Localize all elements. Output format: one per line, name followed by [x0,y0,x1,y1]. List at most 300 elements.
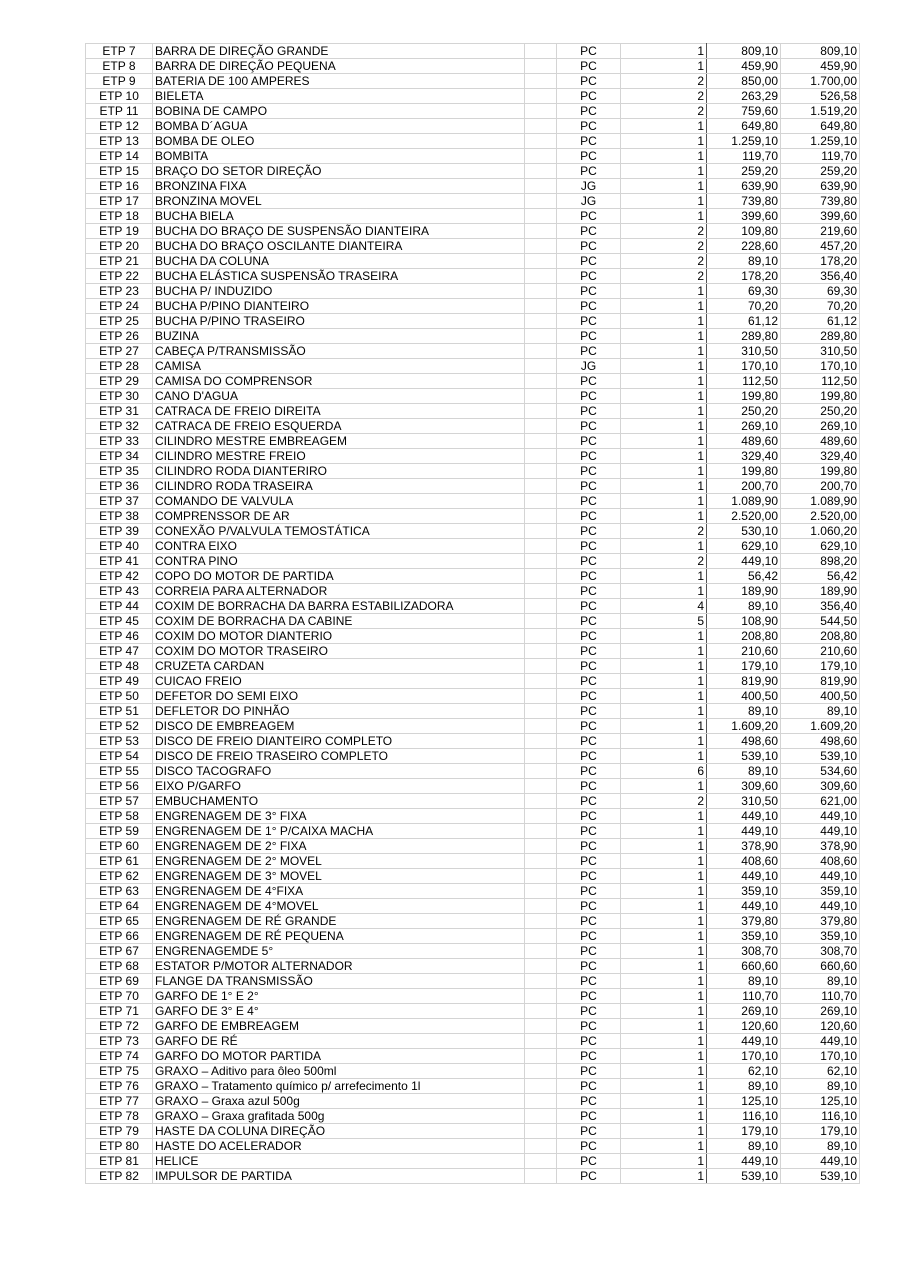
table-row [86,89,860,104]
item-unit-price: 850,00 [707,74,781,89]
item-total-price: 359,10 [781,884,860,899]
item-unit-price: 539,10 [707,1169,781,1184]
table-row [86,929,860,944]
item-description: GARFO DE 3° E 4° [153,1004,525,1019]
item-unit-price: 179,10 [707,1124,781,1139]
item-unit: PC [557,959,621,974]
empty-cell [525,164,557,179]
item-quantity: 4 [621,599,707,614]
item-code: ETP 37 [86,494,153,509]
item-description: GARFO DE 1° E 2° [153,989,525,1004]
item-description: BIELETA [153,89,525,104]
empty-cell [525,884,557,899]
item-unit: PC [557,1154,621,1169]
item-code: ETP 30 [86,389,153,404]
item-unit: PC [557,239,621,254]
item-unit-price: 89,10 [707,254,781,269]
item-total-price: 110,70 [781,989,860,1004]
item-code: ETP 46 [86,629,153,644]
empty-cell [525,614,557,629]
item-description: DISCO DE FREIO TRASEIRO COMPLETO [153,749,525,764]
empty-cell [525,1139,557,1154]
item-total-price: 179,10 [781,1124,860,1139]
item-unit-price: 449,10 [707,1034,781,1049]
item-unit: PC [557,434,621,449]
item-quantity: 1 [621,284,707,299]
empty-cell [525,119,557,134]
item-total-price: 120,60 [781,1019,860,1034]
item-unit-price: 449,10 [707,1154,781,1169]
empty-cell [525,929,557,944]
item-unit-price: 119,70 [707,149,781,164]
item-unit-price: 120,60 [707,1019,781,1034]
table-row [86,914,860,929]
item-code: ETP 66 [86,929,153,944]
item-quantity: 1 [621,434,707,449]
item-code: ETP 7 [86,44,153,59]
item-total-price: 449,10 [781,1154,860,1169]
item-description: BUCHA BIELA [153,209,525,224]
item-description: CATRACA DE FREIO ESQUERDA [153,419,525,434]
empty-cell [525,89,557,104]
item-quantity: 1 [621,1139,707,1154]
item-unit-price: 112,50 [707,374,781,389]
table-row [86,74,860,89]
item-unit-price: 449,10 [707,869,781,884]
empty-cell [525,344,557,359]
item-code: ETP 19 [86,224,153,239]
item-unit: PC [557,329,621,344]
table-row [86,314,860,329]
item-unit-price: 399,60 [707,209,781,224]
table-row [86,539,860,554]
item-total-price: 359,10 [781,929,860,944]
table-row [86,1124,860,1139]
item-description: BRONZINA FIXA [153,179,525,194]
item-code: ETP 18 [86,209,153,224]
table-row [86,824,860,839]
item-description: ENGRENAGEM DE 3° MOVEL [153,869,525,884]
item-total-price: 459,90 [781,59,860,74]
item-quantity: 2 [621,269,707,284]
item-unit-price: 329,40 [707,449,781,464]
item-quantity: 2 [621,74,707,89]
item-total-price: 1.700,00 [781,74,860,89]
item-unit-price: 539,10 [707,749,781,764]
item-quantity: 1 [621,854,707,869]
table-row [86,1034,860,1049]
item-quantity: 1 [621,914,707,929]
item-unit: PC [557,149,621,164]
item-unit: PC [557,659,621,674]
item-description: CRUZETA CARDAN [153,659,525,674]
item-total-price: 526,58 [781,89,860,104]
item-unit-price: 89,10 [707,1139,781,1154]
item-total-price: 809,10 [781,44,860,59]
item-code: ETP 36 [86,479,153,494]
empty-cell [525,134,557,149]
item-unit-price: 1.259,10 [707,134,781,149]
item-total-price: 170,10 [781,1049,860,1064]
item-code: ETP 79 [86,1124,153,1139]
item-quantity: 1 [621,899,707,914]
item-quantity: 1 [621,809,707,824]
table-row [86,959,860,974]
item-unit-price: 759,60 [707,104,781,119]
table-row [86,179,860,194]
item-total-price: 378,90 [781,839,860,854]
item-unit: PC [557,884,621,899]
table-row [86,989,860,1004]
table-row [86,614,860,629]
empty-cell [525,209,557,224]
empty-cell [525,959,557,974]
item-unit: PC [557,584,621,599]
empty-cell [525,989,557,1004]
item-unit: PC [557,1139,621,1154]
item-unit-price: 69,30 [707,284,781,299]
item-unit-price: 109,80 [707,224,781,239]
item-quantity: 1 [621,1064,707,1079]
item-unit: PC [557,1169,621,1184]
item-total-price: 310,50 [781,344,860,359]
table-row [86,674,860,689]
item-description: DEFLETOR DO PINHÃO [153,704,525,719]
item-code: ETP 64 [86,899,153,914]
item-description: COPO DO MOTOR DE PARTIDA [153,569,525,584]
item-code: ETP 17 [86,194,153,209]
empty-cell [525,194,557,209]
item-quantity: 1 [621,1124,707,1139]
item-unit: PC [557,59,621,74]
item-unit: JG [557,179,621,194]
item-total-price: 62,10 [781,1064,860,1079]
item-quantity: 1 [621,869,707,884]
item-description: BUCHA DO BRAÇO OSCILANTE DIANTEIRA [153,239,525,254]
table-row [86,1019,860,1034]
empty-cell [525,254,557,269]
item-quantity: 1 [621,314,707,329]
item-unit: PC [557,1049,621,1064]
table-row [86,134,860,149]
item-total-price: 621,00 [781,794,860,809]
table-row [86,224,860,239]
empty-cell [525,269,557,284]
item-quantity: 6 [621,764,707,779]
table-row [86,419,860,434]
item-description: GRAXO – Tratamento químico p/ arrefecimento 1l [153,1079,525,1094]
table-row [86,749,860,764]
item-unit: PC [557,404,621,419]
table-row [86,689,860,704]
item-quantity: 2 [621,224,707,239]
item-unit: PC [557,704,621,719]
item-quantity: 1 [621,749,707,764]
item-description: GARFO DO MOTOR PARTIDA [153,1049,525,1064]
item-total-price: 61,12 [781,314,860,329]
item-quantity: 1 [621,1079,707,1094]
empty-cell [525,329,557,344]
item-unit: PC [557,989,621,1004]
item-code: ETP 32 [86,419,153,434]
item-code: ETP 31 [86,404,153,419]
table-row [86,1004,860,1019]
item-unit-price: 263,29 [707,89,781,104]
item-total-price: 449,10 [781,824,860,839]
item-description: ENGRENAGEM DE RÉ GRANDE [153,914,525,929]
empty-cell [525,314,557,329]
table-row [86,194,860,209]
item-code: ETP 20 [86,239,153,254]
item-unit-price: 449,10 [707,899,781,914]
item-quantity: 1 [621,119,707,134]
item-unit-price: 308,70 [707,944,781,959]
item-quantity: 1 [621,509,707,524]
empty-cell [525,1169,557,1184]
table-row [86,809,860,824]
empty-cell [525,779,557,794]
item-unit: PC [557,1034,621,1049]
item-description: HASTE DA COLUNA DIREÇÃO [153,1124,525,1139]
item-total-price: 498,60 [781,734,860,749]
empty-cell [525,899,557,914]
item-total-price: 629,10 [781,539,860,554]
item-total-price: 1.089,90 [781,494,860,509]
item-unit-price: 359,10 [707,929,781,944]
item-description: GARFO DE RÉ [153,1034,525,1049]
item-total-price: 89,10 [781,1079,860,1094]
item-total-price: 308,70 [781,944,860,959]
item-unit-price: 199,80 [707,389,781,404]
table-row [86,44,860,59]
item-description: BARRA DE DIREÇÃO GRANDE [153,44,525,59]
empty-cell [525,1124,557,1139]
item-total-price: 189,90 [781,584,860,599]
item-description: CILINDRO RODA TRASEIRA [153,479,525,494]
item-unit: PC [557,644,621,659]
table-row [86,509,860,524]
empty-cell [525,854,557,869]
item-code: ETP 61 [86,854,153,869]
item-unit: PC [557,1094,621,1109]
item-description: BUCHA P/PINO DIANTEIRO [153,299,525,314]
empty-cell [525,509,557,524]
item-unit: PC [557,254,621,269]
item-description: CONTRA EIXO [153,539,525,554]
table-row [86,854,860,869]
item-code: ETP 62 [86,869,153,884]
item-unit-price: 498,60 [707,734,781,749]
item-description: ENGRENAGEM DE 4°MOVEL [153,899,525,914]
empty-cell [525,389,557,404]
item-quantity: 1 [621,464,707,479]
item-description: BOMBITA [153,149,525,164]
item-unit: PC [557,104,621,119]
empty-cell [525,599,557,614]
item-total-price: 170,10 [781,359,860,374]
empty-cell [525,1079,557,1094]
item-unit-price: 89,10 [707,974,781,989]
item-total-price: 1.259,10 [781,134,860,149]
item-unit-price: 250,20 [707,404,781,419]
item-unit-price: 449,10 [707,809,781,824]
item-code: ETP 39 [86,524,153,539]
item-description: ENGRENAGEMDE 5° [153,944,525,959]
item-code: ETP 47 [86,644,153,659]
item-quantity: 1 [621,824,707,839]
empty-cell [525,149,557,164]
table-row [86,449,860,464]
item-code: ETP 67 [86,944,153,959]
item-description: COXIM DE BORRACHA DA CABINE [153,614,525,629]
item-description: BOBINA DE CAMPO [153,104,525,119]
item-description: BUZINA [153,329,525,344]
item-unit: PC [557,764,621,779]
empty-cell [525,494,557,509]
item-code: ETP 49 [86,674,153,689]
empty-cell [525,569,557,584]
table-row [86,584,860,599]
item-unit-price: 449,10 [707,554,781,569]
item-description: FLANGE DA TRANSMISSÃO [153,974,525,989]
item-total-price: 208,80 [781,629,860,644]
item-quantity: 1 [621,734,707,749]
item-unit: PC [557,1124,621,1139]
item-unit: PC [557,869,621,884]
item-code: ETP 51 [86,704,153,719]
item-unit-price: 489,60 [707,434,781,449]
item-description: GRAXO – Aditivo para ôleo 500ml [153,1064,525,1079]
item-unit: PC [557,839,621,854]
item-quantity: 1 [621,194,707,209]
empty-cell [525,689,557,704]
item-unit-price: 110,70 [707,989,781,1004]
item-total-price: 179,10 [781,659,860,674]
item-code: ETP 73 [86,1034,153,1049]
item-unit: PC [557,119,621,134]
item-total-price: 309,60 [781,779,860,794]
table-row [86,164,860,179]
item-code: ETP 69 [86,974,153,989]
empty-cell [525,104,557,119]
item-description: BUCHA P/PINO TRASEIRO [153,314,525,329]
item-code: ETP 80 [86,1139,153,1154]
empty-cell [525,434,557,449]
item-unit: PC [557,44,621,59]
item-unit-price: 208,80 [707,629,781,644]
empty-cell [525,449,557,464]
empty-cell [525,239,557,254]
item-code: ETP 63 [86,884,153,899]
empty-cell [525,44,557,59]
empty-cell [525,734,557,749]
item-quantity: 1 [621,539,707,554]
table-row [86,629,860,644]
item-code: ETP 53 [86,734,153,749]
item-code: ETP 71 [86,1004,153,1019]
item-description: CONTRA PINO [153,554,525,569]
item-unit: PC [557,674,621,689]
item-code: ETP 60 [86,839,153,854]
item-description: DISCO TACOGRAFO [153,764,525,779]
item-quantity: 1 [621,569,707,584]
table-row [86,779,860,794]
table-row [86,599,860,614]
item-code: ETP 57 [86,794,153,809]
empty-cell [525,719,557,734]
item-code: ETP 12 [86,119,153,134]
item-description: HELICE [153,1154,525,1169]
item-total-price: 449,10 [781,809,860,824]
item-unit: PC [557,74,621,89]
item-total-price: 200,70 [781,479,860,494]
item-description: BRONZINA MOVEL [153,194,525,209]
item-unit-price: 210,60 [707,644,781,659]
item-description: COXIM DO MOTOR DIANTERIO [153,629,525,644]
empty-cell [525,839,557,854]
item-description: CONEXÃO P/VALVULA TEMOSTÁTICA [153,524,525,539]
item-description: CAMISA DO COMPRENSOR [153,374,525,389]
table-row [86,389,860,404]
item-total-price: 210,60 [781,644,860,659]
item-code: ETP 14 [86,149,153,164]
item-total-price: 199,80 [781,389,860,404]
empty-cell [525,1034,557,1049]
table-row [86,944,860,959]
empty-cell [525,974,557,989]
table-row [86,1154,860,1169]
item-unit-price: 739,80 [707,194,781,209]
item-total-price: 449,10 [781,1034,860,1049]
item-code: ETP 22 [86,269,153,284]
item-unit-price: 259,20 [707,164,781,179]
item-unit: PC [557,419,621,434]
item-code: ETP 26 [86,329,153,344]
item-quantity: 2 [621,554,707,569]
empty-cell [525,674,557,689]
item-unit-price: 660,60 [707,959,781,974]
item-quantity: 2 [621,104,707,119]
item-code: ETP 54 [86,749,153,764]
item-total-price: 125,10 [781,1094,860,1109]
item-unit: PC [557,389,621,404]
item-quantity: 1 [621,674,707,689]
empty-cell [525,59,557,74]
item-code: ETP 16 [86,179,153,194]
item-unit-price: 179,10 [707,659,781,674]
item-description: IMPULSOR DE PARTIDA [153,1169,525,1184]
item-description: ENGRENAGEM DE 1° P/CAIXA MACHA [153,824,525,839]
item-total-price: 2.520,00 [781,509,860,524]
item-code: ETP 58 [86,809,153,824]
item-code: ETP 42 [86,569,153,584]
item-unit: PC [557,1109,621,1124]
item-unit-price: 1.089,90 [707,494,781,509]
item-total-price: 1.609,20 [781,719,860,734]
item-unit-price: 459,90 [707,59,781,74]
item-code: ETP 55 [86,764,153,779]
empty-cell [525,749,557,764]
item-total-price: 69,30 [781,284,860,299]
item-code: ETP 15 [86,164,153,179]
item-code: ETP 23 [86,284,153,299]
item-quantity: 1 [621,164,707,179]
item-unit-price: 309,60 [707,779,781,794]
item-quantity: 5 [621,614,707,629]
item-unit: PC [557,539,621,554]
table-row [86,839,860,854]
item-quantity: 1 [621,1154,707,1169]
